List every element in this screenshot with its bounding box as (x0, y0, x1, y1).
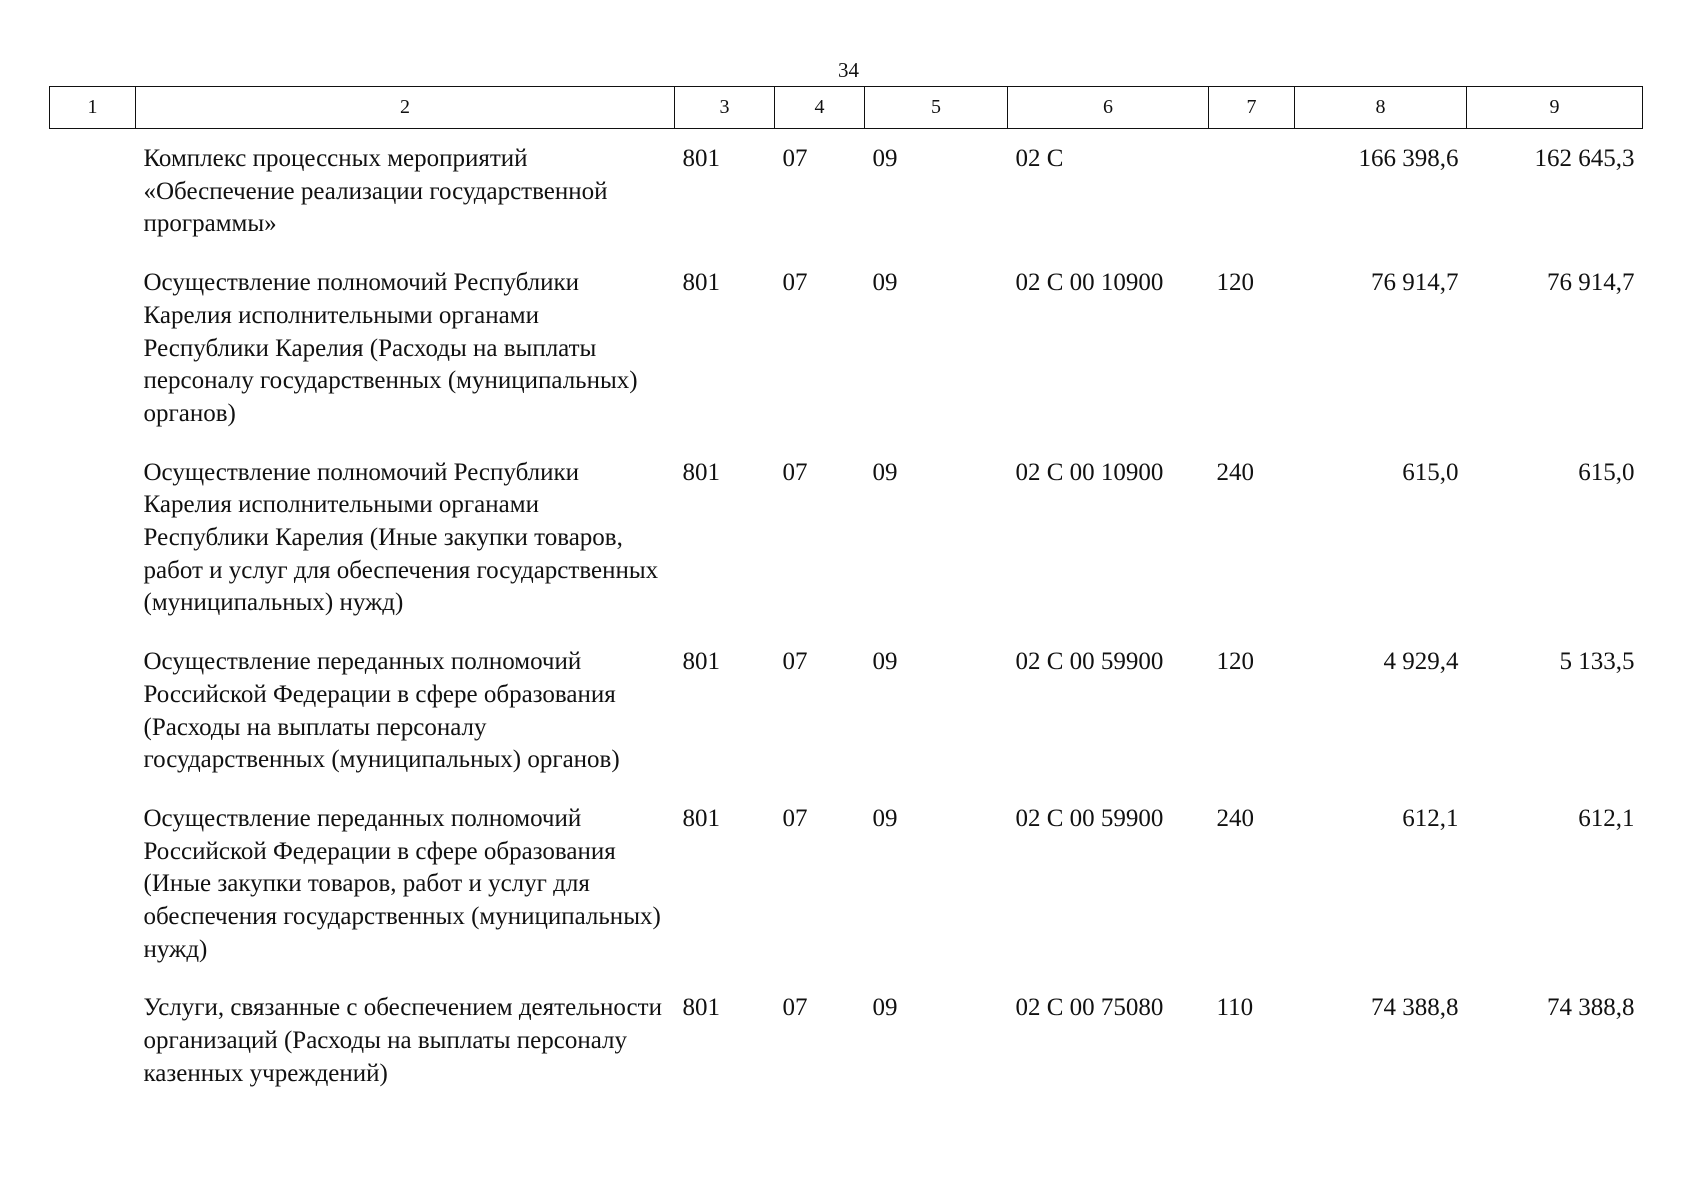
section-code-cell: 07 (782, 145, 808, 172)
header-cell: 9 (1467, 87, 1643, 129)
subsection-code-cell: 09 (872, 458, 898, 486)
target-article-cell: 02 С 00 10900 (1015, 269, 1164, 297)
ministry-code-cell: 801 (682, 145, 720, 172)
ministry-code-cell: 801 (682, 269, 720, 297)
page-number: 34 (838, 58, 859, 82)
header-cell: 5 (865, 87, 1008, 129)
section-code-cell: 07 (782, 994, 808, 1022)
expense-type-cell: 120 (1216, 269, 1254, 297)
row-number-cell (50, 978, 136, 1102)
amount-col8-cell: 76 914,7 (1371, 269, 1459, 297)
header-cell: 6 (1008, 87, 1209, 129)
subsection-code-cell: 09 (872, 994, 898, 1022)
target-article-cell: 02 С 00 10900 (1015, 458, 1164, 486)
expense-type-cell (1209, 129, 1295, 254)
amount-col8-cell: 4 929,4 (1383, 648, 1459, 676)
header-cell: 7 (1209, 87, 1295, 129)
amount-col8-cell: 74 388,8 (1371, 994, 1459, 1022)
subsection-code-cell: 09 (872, 648, 898, 676)
table-row (50, 129, 1643, 254)
amount-col9-cell: 76 914,7 (1547, 269, 1635, 297)
amount-col9-cell: 5 133,5 (1559, 648, 1635, 676)
header-row (50, 87, 1643, 129)
amount-col9-cell: 615,0 (1578, 458, 1635, 486)
amount-col8-cell: 612,1 (1402, 804, 1459, 832)
target-article-cell: 02 С (1015, 145, 1064, 172)
row-number-cell (50, 129, 136, 254)
item-name-cell: Осуществление полномочий Республики Карелия исполнительными органами Республики Карелия (Иные закупки товаров, работ и услуг для обеспечения государственных (муниципальных) нужд) (143, 458, 659, 617)
expense-type-cell: 240 (1216, 804, 1254, 832)
subsection-code-cell: 09 (872, 145, 898, 172)
expense-type-cell: 240 (1216, 458, 1254, 486)
header-cell: 2 (136, 87, 675, 129)
header-cell: 4 (775, 87, 865, 129)
table-row (50, 978, 1643, 1102)
amount-col8-cell: 615,0 (1402, 458, 1459, 486)
section-code-cell: 07 (782, 458, 808, 486)
expense-type-cell: 120 (1216, 648, 1254, 676)
ministry-code-cell: 801 (682, 994, 720, 1022)
ministry-code-cell: 801 (682, 648, 720, 676)
item-name-cell: Осуществление переданных полномочий Российской Федерации в сфере образования (Расходы на выплаты персоналу государственных (муниципальных) органов) (143, 648, 620, 774)
amount-col9-cell: 162 645,3 (1534, 145, 1635, 172)
item-name-cell: Осуществление полномочий Республики Карелия исполнительными органами Республики Карелия (Расходы на выплаты персоналу государственных (муниципальных) органов) (143, 269, 638, 427)
amount-col8-cell: 166 398,6 (1358, 145, 1459, 172)
ministry-code-cell: 801 (682, 804, 720, 832)
item-name-cell: Комплекс процессных мероприятий «Обеспечение реализации государственной программы» (143, 145, 608, 238)
subsection-code-cell: 09 (872, 269, 898, 297)
table-row (50, 632, 1643, 789)
item-name-cell: Услуги, связанные с обеспечением деятельности организаций (Расходы на выплаты персоналу казенных учреждений) (143, 994, 662, 1087)
ministry-code-cell: 801 (682, 458, 720, 486)
amount-col9-cell: 612,1 (1578, 804, 1635, 832)
row-number-cell (50, 443, 136, 633)
target-article-cell: 02 С 00 59900 (1015, 648, 1164, 676)
section-code-cell: 07 (782, 648, 808, 676)
item-name-cell: Осуществление переданных полномочий Российской Федерации в сфере образования (Иные закупки товаров, работ и услуг для обеспечения государственных (муниципальных) нужд) (143, 804, 661, 963)
row-number-cell (50, 789, 136, 979)
expense-type-cell: 110 (1216, 994, 1254, 1022)
table-row (50, 253, 1643, 443)
section-code-cell: 07 (782, 804, 808, 832)
section-code-cell: 07 (782, 269, 808, 297)
row-number-cell (50, 632, 136, 789)
target-article-cell: 02 С 00 59900 (1015, 804, 1164, 832)
table-row (50, 443, 1643, 633)
row-number-cell (50, 253, 136, 443)
budget-table (49, 86, 1643, 1103)
header-cell: 3 (675, 87, 775, 129)
subsection-code-cell: 09 (872, 804, 898, 832)
header-cell: 1 (50, 87, 136, 129)
amount-col9-cell: 74 388,8 (1547, 994, 1635, 1022)
header-cell: 8 (1295, 87, 1467, 129)
target-article-cell: 02 С 00 75080 (1015, 994, 1164, 1022)
table-row (50, 789, 1643, 979)
